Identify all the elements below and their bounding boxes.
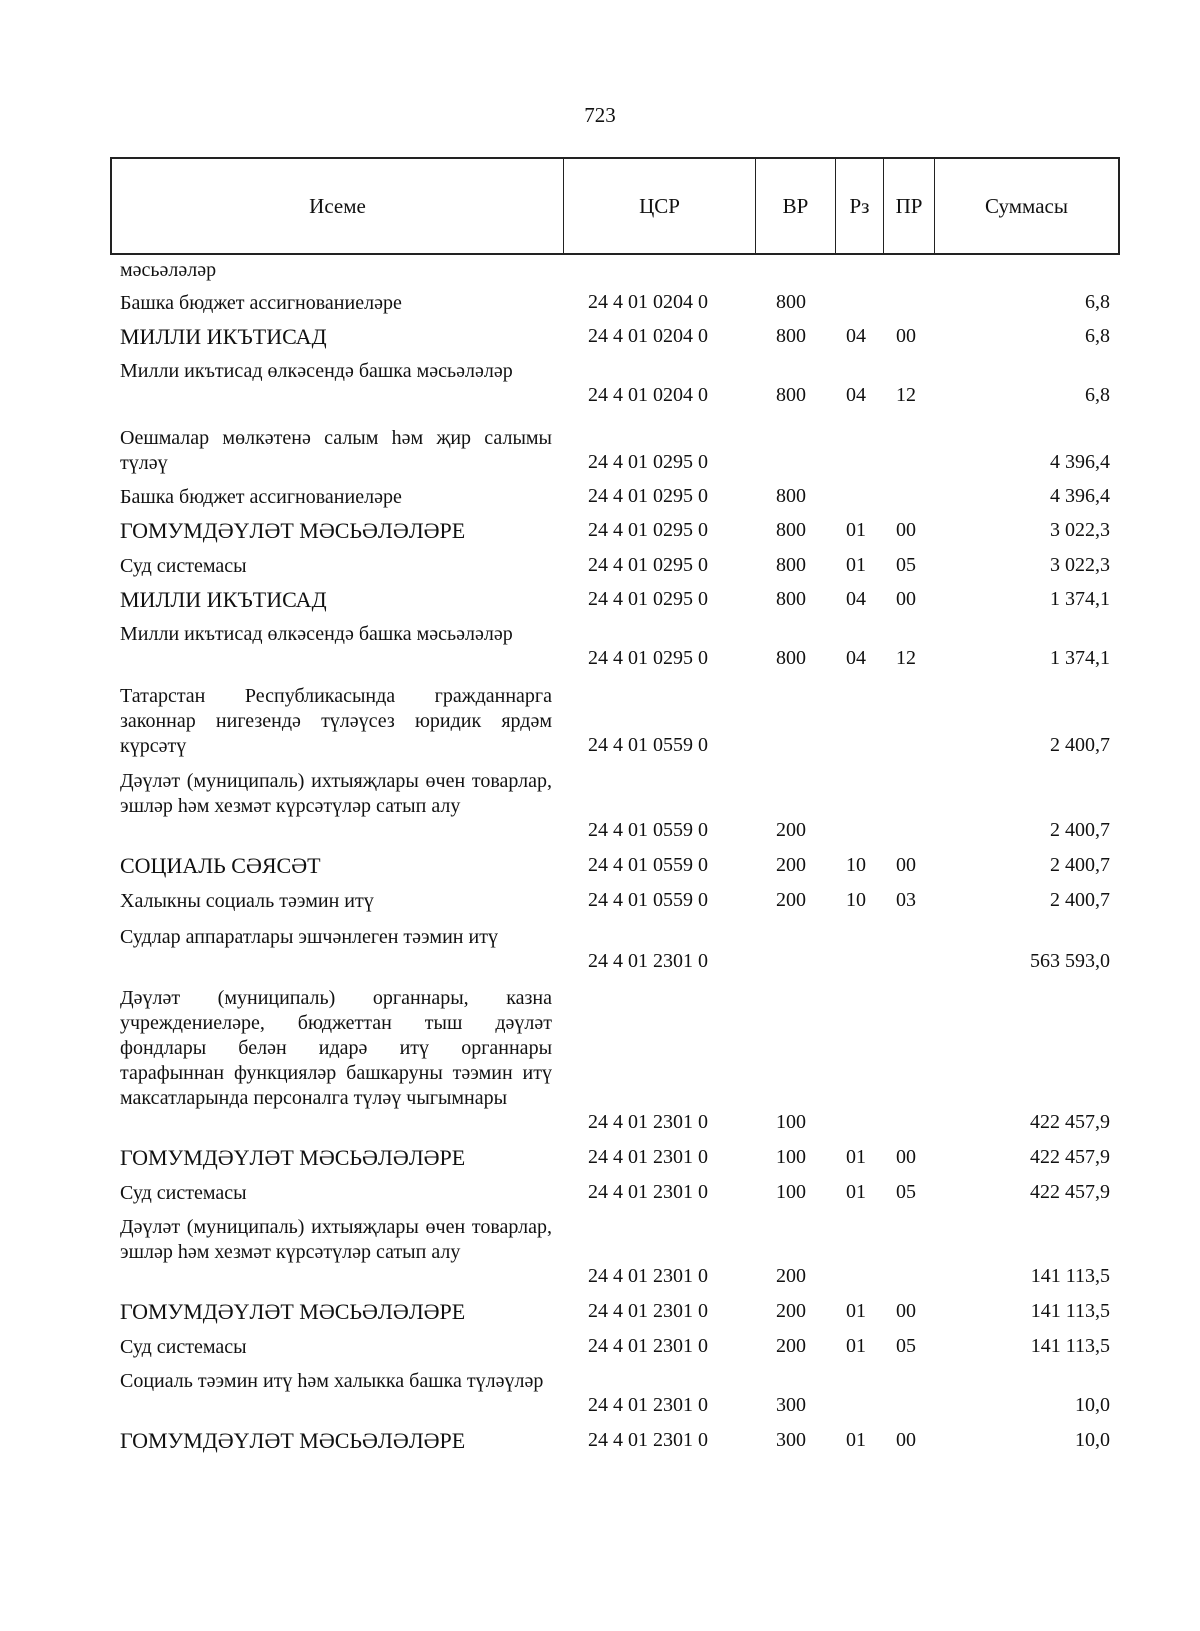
row-name: ГОМУМДӘҮЛӘТ МӘСЬӘЛӘЛӘРЕ xyxy=(120,1145,466,1170)
row-vr: 200 xyxy=(776,1335,806,1357)
row-vr: 200 xyxy=(776,819,806,841)
row-sum: 2 400,7 xyxy=(1050,889,1110,911)
row-sum: 3 022,3 xyxy=(1050,554,1110,576)
row-sum: 563 593,0 xyxy=(1030,950,1110,972)
header-name: Исеме xyxy=(112,159,564,253)
row-name: ГОМУМДӘҮЛӘТ МӘСЬӘЛӘЛӘРЕ xyxy=(120,518,466,543)
row-name: Суд системасы xyxy=(120,1336,247,1358)
row-vr: 100 xyxy=(776,1146,806,1168)
row-vr: 100 xyxy=(776,1181,806,1203)
row-csr: 24 4 01 0295 0 xyxy=(588,554,708,576)
header-csr: ЦСР xyxy=(564,159,756,253)
row-csr: 24 4 01 2301 0 xyxy=(588,1429,708,1451)
row-csr: 24 4 01 2301 0 xyxy=(588,1335,708,1357)
row-rz: 10 xyxy=(846,889,866,911)
row-rz: 04 xyxy=(846,384,866,406)
row-csr: 24 4 01 2301 0 xyxy=(588,950,708,972)
row-pr: 00 xyxy=(896,325,916,347)
row-vr: 800 xyxy=(776,325,806,347)
row-pr: 05 xyxy=(896,1335,916,1357)
row-name: Суд системасы xyxy=(120,1182,247,1204)
row-sum: 10,0 xyxy=(1075,1394,1110,1416)
row-sum: 2 400,7 xyxy=(1050,819,1110,841)
row-pr: 05 xyxy=(896,554,916,576)
row-csr: 24 4 01 0559 0 xyxy=(588,889,708,911)
row-vr: 200 xyxy=(776,889,806,911)
row-csr: 24 4 01 0204 0 xyxy=(588,384,708,406)
row-rz: 01 xyxy=(846,554,866,576)
row-pr: 00 xyxy=(896,1146,916,1168)
row-sum: 422 457,9 xyxy=(1030,1111,1110,1133)
row-vr: 800 xyxy=(776,554,806,576)
row-sum: 6,8 xyxy=(1085,384,1110,406)
row-csr: 24 4 01 2301 0 xyxy=(588,1300,708,1322)
row-csr: 24 4 01 0559 0 xyxy=(588,819,708,841)
row-sum: 141 113,5 xyxy=(1030,1265,1110,1287)
header-pr: ПР xyxy=(884,159,935,253)
header-sum: Суммасы xyxy=(985,193,1068,218)
row-csr: 24 4 01 0295 0 xyxy=(588,519,708,541)
row-pr: 00 xyxy=(896,854,916,876)
row-name: Татарстан Республикасында гражданнарга законнар нигезендә түләүсез юридик ярдәм күрсәтү xyxy=(120,685,552,757)
row-csr: 24 4 01 0204 0 xyxy=(588,291,708,313)
row-sum: 3 022,3 xyxy=(1050,519,1110,541)
row-csr: 24 4 01 2301 0 xyxy=(588,1181,708,1203)
row-vr: 800 xyxy=(776,519,806,541)
row-name: Дәүләт (муниципаль) ихтыяҗлары өчен товарлар, эшләр һәм хезмәт күрсәтүләр сатып алу xyxy=(120,770,552,817)
row-name: СОЦИАЛЬ СӘЯСӘТ xyxy=(120,853,321,878)
row-name: Халыкны социаль тәэмин итү xyxy=(120,890,374,912)
page-number: 723 xyxy=(584,103,616,127)
row-vr: 100 xyxy=(776,1111,806,1133)
row-name: Башка бюджет ассигнованиеләре xyxy=(120,486,402,508)
row-sum: 141 113,5 xyxy=(1030,1300,1110,1322)
row-sum: 2 400,7 xyxy=(1050,854,1110,876)
row-rz: 01 xyxy=(846,519,866,541)
row-vr: 800 xyxy=(776,588,806,610)
header-rz: Рз xyxy=(836,159,884,253)
row-name: Милли икътисад өлкәсендә башка мәсьәләләр xyxy=(120,623,513,645)
row-pr: 03 xyxy=(896,889,916,911)
row-csr: 24 4 01 2301 0 xyxy=(588,1394,708,1416)
row-vr: 800 xyxy=(776,384,806,406)
row-csr: 24 4 01 0559 0 xyxy=(588,854,708,876)
row-rz: 04 xyxy=(846,588,866,610)
row-vr: 800 xyxy=(776,485,806,507)
row-vr: 800 xyxy=(776,647,806,669)
row-rz: 10 xyxy=(846,854,866,876)
row-sum: 1 374,1 xyxy=(1050,647,1110,669)
row-name: Дәүләт (муниципаль) органнары, казна учреждениеләре, бюджеттан тыш дәүләт фондлары белән идарә итү органнары тарафыннан функцияләр башкаруны тәэмин итү максатларында персоналга түләү чыгымнары xyxy=(120,987,552,1109)
row-name: МИЛЛИ ИКЪТИСАД xyxy=(120,324,327,349)
row-sum: 2 400,7 xyxy=(1050,734,1110,756)
row-csr: 24 4 01 0295 0 xyxy=(588,588,708,610)
row-name: Дәүләт (муниципаль) ихтыяҗлары өчен товарлар, эшләр һәм хезмәт күрсәтүләр сатып алу xyxy=(120,1216,552,1263)
row-sum: 4 396,4 xyxy=(1050,451,1110,473)
row-name: ГОМУМДӘҮЛӘТ МӘСЬӘЛӘЛӘРЕ xyxy=(120,1299,466,1324)
row-pr: 12 xyxy=(896,384,916,406)
row-vr: 200 xyxy=(776,854,806,876)
row-csr: 24 4 01 0295 0 xyxy=(588,647,708,669)
row-name: Социаль тәэмин итү һәм халыкка башка түләүләр xyxy=(120,1370,544,1392)
row-pr: 05 xyxy=(896,1181,916,1203)
row-csr: 24 4 01 0295 0 xyxy=(588,451,708,473)
row-vr: 200 xyxy=(776,1300,806,1322)
row-rz: 01 xyxy=(846,1300,866,1322)
row-sum: 141 113,5 xyxy=(1030,1335,1110,1357)
row-rz: 01 xyxy=(846,1429,866,1451)
row-pr: 12 xyxy=(896,647,916,669)
row-csr: 24 4 01 2301 0 xyxy=(588,1265,708,1287)
header-vr: ВР xyxy=(756,159,836,253)
row-sum: 1 374,1 xyxy=(1050,588,1110,610)
row-csr: 24 4 01 2301 0 xyxy=(588,1146,708,1168)
table-header xyxy=(110,157,1120,255)
row-name: Оешмалар мөлкәтенә салым һәм җир салымы түләү xyxy=(120,427,552,474)
row-sum: 422 457,9 xyxy=(1030,1181,1110,1203)
row-pr: 00 xyxy=(896,1429,916,1451)
row-name: Башка бюджет ассигнованиеләре xyxy=(120,292,402,314)
row-name: ГОМУМДӘҮЛӘТ МӘСЬӘЛӘЛӘРЕ xyxy=(120,1428,466,1453)
row-pr: 00 xyxy=(896,588,916,610)
row-vr: 200 xyxy=(776,1265,806,1287)
row-pr: 00 xyxy=(896,519,916,541)
row-sum: 4 396,4 xyxy=(1050,485,1110,507)
row-vr: 800 xyxy=(776,291,806,313)
row-sum: 10,0 xyxy=(1075,1429,1110,1451)
row-name: Суд системасы xyxy=(120,555,247,577)
row-sum: 422 457,9 xyxy=(1030,1146,1110,1168)
row-vr: 300 xyxy=(776,1394,806,1416)
row-csr: 24 4 01 0295 0 xyxy=(588,485,708,507)
row-rz: 01 xyxy=(846,1181,866,1203)
row-name: Судлар аппаратлары эшчәнлеген тәэмин итү xyxy=(120,926,498,948)
row-pr: 00 xyxy=(896,1300,916,1322)
row-rz: 04 xyxy=(846,647,866,669)
row-rz: 01 xyxy=(846,1335,866,1357)
row-sum: 6,8 xyxy=(1085,325,1110,347)
row-rz: 01 xyxy=(846,1146,866,1168)
row-sum: 6,8 xyxy=(1085,291,1110,313)
row-rz: 04 xyxy=(846,325,866,347)
row-name: МИЛЛИ ИКЪТИСАД xyxy=(120,587,327,612)
row-csr: 24 4 01 0204 0 xyxy=(588,325,708,347)
row-csr: 24 4 01 0559 0 xyxy=(588,734,708,756)
row-csr: 24 4 01 2301 0 xyxy=(588,1111,708,1133)
row-name: Милли икътисад өлкәсендә башка мәсьәләләр xyxy=(120,360,513,382)
row-vr: 300 xyxy=(776,1429,806,1451)
row-name: мәсьәләләр xyxy=(120,259,217,281)
